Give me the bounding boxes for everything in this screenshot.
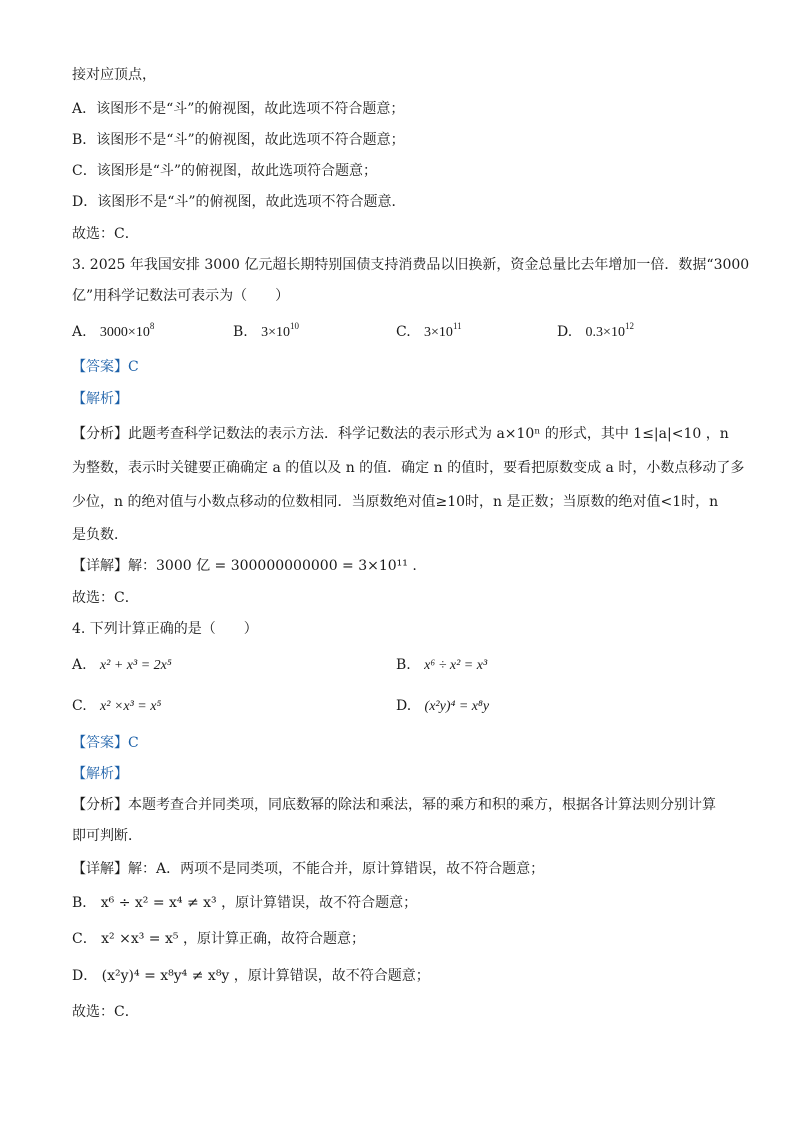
q4-option-c-expr: x² ×x³ = x⁵: [100, 699, 162, 714]
q3-stem-line2: 亿”用科学记数法可表示为（ ）: [72, 288, 290, 304]
q3-fenxi-line2: 为整数，表示时关键要正确确定 a 的值以及 n 的值．确定 n 的值时，要看把原数变成 a 时，小数点移动了多: [72, 460, 745, 476]
q4-fenxi-line2: 即可判断．: [72, 828, 142, 844]
q4-fenxi-line1: 【分析】本题考查合并同类项，同底数幂的除法和乘法，幂的乘方和积的乘方，根据各计算法则分别计算: [72, 797, 716, 813]
q3-fenxi-line4: 是负数．: [72, 527, 128, 543]
q4-stem: 4. 下列计算正确的是（ ）: [72, 621, 258, 637]
q2-option-a-explanation: A．该图形不是“斗”的俯视图，故此选项不符合题意；: [72, 101, 405, 117]
q4-option-d: [396, 696, 489, 717]
q3-option-d-label: D.: [557, 324, 573, 340]
q4-option-d-label: D.: [396, 698, 412, 714]
q3-option-d-exp: 12: [624, 321, 634, 331]
q3-option-a-label: A.: [72, 324, 87, 340]
q4-option-c: [72, 696, 161, 717]
q4-option-d-expr: (x²y)⁴ = x⁸y: [424, 699, 490, 714]
q3-stem-line1: 3. 2025 年我国安排 3000 亿元超长期特别国债支持消费品以旧换新，资金总量比去年增加一倍．数据“3000: [72, 257, 750, 273]
q4-option-b-label: B.: [396, 657, 411, 673]
q4-detail-c: C． x² ×x³ = x⁵ ，原计算正确，故符合题意；: [72, 931, 365, 947]
q3-option-b-coef: 3×10: [261, 325, 291, 340]
q4-option-b-expr: x⁶ ÷ x² = x³: [424, 658, 488, 673]
q3-analysis-title: 【解析】: [72, 391, 128, 407]
q3-option-c: [396, 322, 462, 343]
q3-option-c-exp: 11: [452, 321, 462, 331]
q3-answer: 【答案】C: [72, 359, 139, 375]
q2-option-b-explanation: B．该图形不是“斗”的俯视图，故此选项不符合题意；: [72, 132, 405, 148]
q3-choose: 故选：C．: [72, 590, 139, 606]
q4-option-a-label: A.: [72, 657, 87, 673]
q3-fenxi-line3: 少位，n 的绝对值与小数点移动的位数相同．当原数绝对值≥10时，n 是正数；当原数的绝对值<1时，n: [72, 494, 719, 510]
q2-tail-line: 接对应顶点，: [72, 67, 156, 83]
q4-detail-b: B． x⁶ ÷ x² = x⁴ ≠ x³ ，原计算错误，故不符合题意；: [72, 895, 418, 911]
q4-option-c-label: C.: [72, 698, 87, 714]
q4-option-a-expr: x² + x³ = 2x⁵: [99, 658, 172, 673]
q4-analysis-title: 【解析】: [72, 766, 128, 782]
q3-option-c-coef: 3×10: [424, 325, 453, 340]
q2-choose: 故选：C．: [72, 226, 139, 242]
q3-option-a-coef: 3000×10: [99, 325, 150, 340]
q3-fenxi-line1: 【分析】此题考查科学记数法的表示方法．科学记数法的表示形式为 a×10ⁿ 的形式，其中 1≤|a|<10 ，n: [72, 426, 729, 442]
q3-option-a: [72, 322, 154, 343]
q3-option-a-exp: 8: [149, 321, 155, 331]
q4-option-b: [396, 655, 487, 676]
q3-option-d: [557, 322, 634, 343]
q3-detail: 【详解】解：3000 亿 = 300000000000 = 3×10¹¹ .: [72, 558, 417, 574]
q4-detail-line1: 【详解】解：A．两项不是同类项，不能合并，原计算错误，故不符合题意；: [72, 861, 545, 877]
q3-option-b-label: B.: [233, 324, 248, 340]
q3-option-b: [233, 322, 299, 343]
q3-option-d-coef: 0.3×10: [585, 325, 625, 340]
q4-option-a: [72, 655, 172, 676]
q4-answer: 【答案】C: [72, 735, 139, 751]
q2-option-c-explanation: C．该图形是“斗”的俯视图，故此选项符合题意；: [72, 163, 378, 179]
q3-option-c-label: C.: [396, 324, 411, 340]
q4-detail-d: D． (x²y)⁴ = x⁸y⁴ ≠ x⁸y ，原计算错误，故不符合题意；: [72, 968, 430, 984]
q3-option-b-exp: 10: [290, 321, 300, 331]
q2-option-d-explanation: D．该图形不是“斗”的俯视图，故此选项不符合题意．: [72, 194, 406, 210]
q4-choose: 故选：C．: [72, 1004, 139, 1020]
